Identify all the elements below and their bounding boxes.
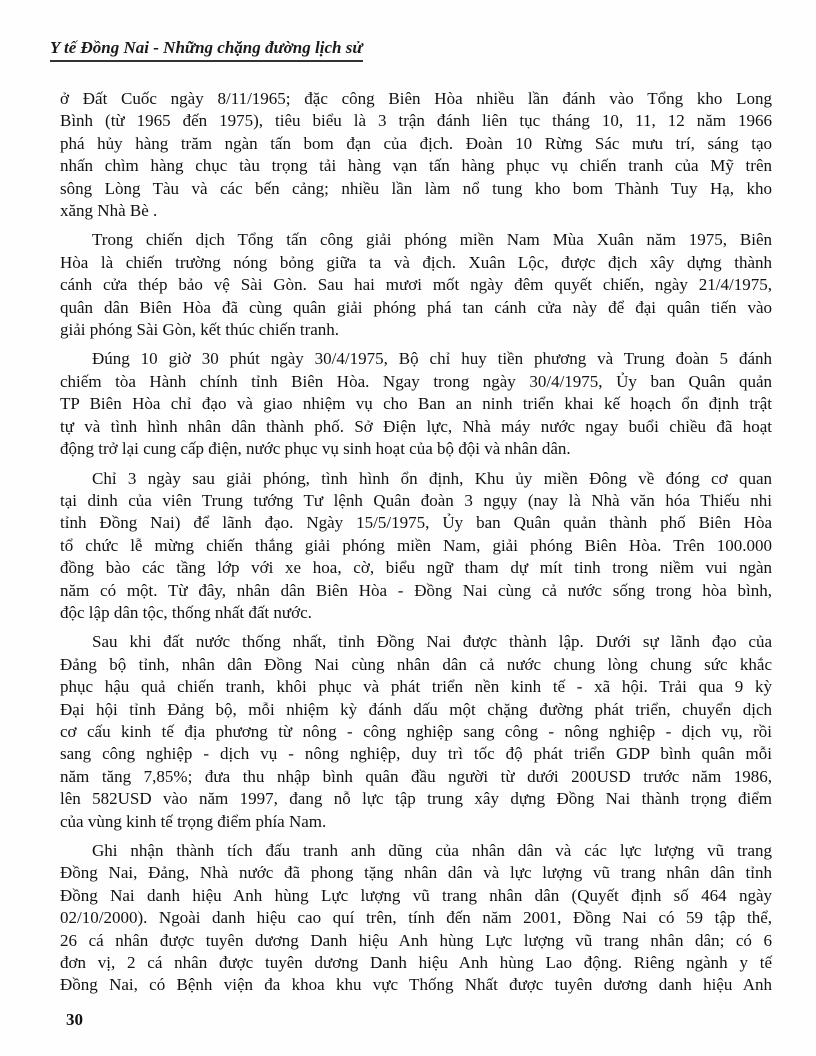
text-line: Ghi nhận thành tích đấu tranh anh dũng của nhân dân và các lực lượng vũ trang bbox=[92, 841, 772, 860]
text-line: chiếm tòa Hành chính tỉnh Biên Hòa. Ngay trong ngày 30/4/1975, Ủy ban Quân quản bbox=[60, 371, 772, 391]
text-line: Đảng bộ tỉnh, nhân dân Đồng Nai cùng nhân dân cả nước chung lòng chung sức khắc bbox=[60, 654, 772, 674]
paragraph-6 bbox=[60, 840, 772, 997]
text-line: động trở lại cung cấp điện, nước phục vụ sinh hoạt của bộ đội và nhân dân. bbox=[60, 439, 571, 459]
text-line: Đúng 10 giờ 30 phút ngày 30/4/1975, Bộ chỉ huy tiền phương và Trung đoàn 5 đánh bbox=[92, 349, 772, 369]
text-line: Bình (từ 1965 đến 1975), tiêu biểu là 3 trận đánh liên tục tháng 10, 11, 12 năm 1966 bbox=[60, 111, 772, 131]
text-line: quân dân Biên Hòa đã cùng quân giải phóng phá tan cánh cửa này để đại quân tiến vào bbox=[60, 297, 772, 317]
text-line: tại dinh của viên Trung tướng Tư lệnh Quân đoàn 3 ngụy (nay là Nhà văn hóa Thiếu nhi bbox=[60, 490, 772, 510]
text-line: Chỉ 3 ngày sau giải phóng, tình hình ổn định, Khu ủy miền Đông về đóng cơ quan bbox=[92, 468, 772, 488]
text-line: Sau khi đất nước thống nhất, tỉnh Đồng Nai được thành lập. Dưới sự lãnh đạo của bbox=[92, 632, 772, 652]
text-line: phục hậu quả chiến tranh, khôi phục và phát triển nền kinh tế - xã hội. Trải qua 9 kỳ bbox=[60, 677, 772, 697]
text-line: Đồng Nai, Đảng, Nhà nước đã phong tặng nhân dân và lực lượng vũ trang nhân dân tỉnh bbox=[60, 863, 772, 883]
text-line: của vùng kinh tế trọng điểm phía Nam. bbox=[60, 811, 327, 831]
text-line: Hòa là chiến trường nóng bỏng giữa ta và địch. Xuân Lộc, được địch xây dựng thành bbox=[60, 252, 772, 272]
text-line: đồng bào các tầng lớp với xe hoa, cờ, biểu ngữ tham dự mít tinh trong niềm vui ngàn bbox=[60, 558, 772, 578]
text-line: tự và tình hình nhân dân thành phố. Sở Điện lực, Nhà máy nước ngay buổi chiều đã hoạt bbox=[60, 416, 772, 436]
text-line: phá hủy hàng trăm ngàn tấn bom đạn của địch. Đoàn 10 Rừng Sác mưu trí, sáng tạo bbox=[60, 133, 772, 153]
text-line: lên 582USD vào năm 1997, đang nỗ lực tập trung xây dựng Đồng Nai thành trọng điểm bbox=[60, 789, 772, 809]
paragraph-1 bbox=[60, 88, 772, 222]
paragraph-4 bbox=[60, 468, 772, 625]
text-line: tỉnh Đồng Nai) để lãnh đạo. Ngày 15/5/1975, Ủy ban Quân quản thành phố Biên Hòa bbox=[60, 513, 772, 533]
text-line: TP Biên Hòa chỉ đạo và giao nhiệm vụ cho Ban an ninh triển khai kế hoạch ổn định trật bbox=[60, 394, 772, 414]
text-line: nhấn chìm hàng chục tàu trọng tải hàng vạn tấn hàng phục vụ chiến tranh của Mỹ trên bbox=[60, 156, 772, 176]
text-line: 26 cá nhân được tuyên dương Danh hiệu Anh hùng Lực lượng vũ trang nhân dân; có 6 bbox=[60, 930, 772, 950]
text-line: năm có một. Từ đây, nhân dân Biên Hòa - Đồng Nai cùng cả nước sống trong hòa bình, bbox=[60, 580, 772, 600]
text-line: xăng Nhà Bè . bbox=[60, 201, 158, 221]
text-line: sông Lòng Tàu và các bến cảng; nhiều lần làm nổ tung kho bom Thành Tuy Hạ, kho bbox=[60, 178, 772, 198]
text-line: Đồng Nai, có Bệnh viện đa khoa khu vực Thống Nhất được tuyên dương danh hiệu Anh bbox=[60, 975, 772, 995]
text-line: giải phóng Sài Gòn, kết thúc chiến tranh. bbox=[60, 320, 340, 340]
text-line: độc lập dân tộc, thống nhất đất nước. bbox=[60, 602, 312, 622]
body-text bbox=[60, 88, 772, 1004]
paragraph-3 bbox=[60, 348, 772, 460]
text-line: tổ chức lễ mừng chiến thắng giải phóng miền Nam, giải phóng Biên Hòa. Trên 100.000 bbox=[60, 535, 772, 555]
page-number: 30 bbox=[66, 1010, 83, 1029]
paragraph-2 bbox=[60, 229, 772, 341]
text-line: 02/10/2000). Ngoài danh hiệu cao quí trên, tính đến năm 2001, Đồng Nai có 59 tập thể, bbox=[60, 908, 772, 928]
paragraph-5 bbox=[60, 631, 772, 833]
text-line: năm tăng 7,85%; đưa thu nhập bình quân đầu người từ dưới 200USD trước năm 1986, bbox=[60, 766, 772, 786]
text-line: sang công nghiệp - dịch vụ - nông nghiệp, duy trì tốc độ phát triển GDP bình quân mỗi bbox=[60, 744, 772, 764]
text-line: Trong chiến dịch Tổng tấn công giải phóng miền Nam Mùa Xuân năm 1975, Biên bbox=[92, 230, 772, 250]
text-line: cơ cấu kinh tế địa phương từ nông - công nghiệp sang công - nông nghiệp - dịch vụ, rồi bbox=[60, 721, 772, 741]
text-line: Đồng Nai danh hiệu Anh hùng Lực lượng vũ trang nhân dân (Quyết định số 464 ngày bbox=[60, 885, 772, 905]
text-line: đơn vị, 2 cá nhân được tuyên dương Danh hiệu Anh hùng Lao động. Riêng ngành y tế bbox=[60, 953, 772, 973]
text-line: cánh cửa thép bảo vệ Sài Gòn. Sau hai mươi mốt ngày đêm quyết chiến, ngày 21/4/1975, bbox=[60, 275, 772, 295]
text-line: Đại hội tỉnh Đảng bộ, mỗi nhiệm kỳ đánh dấu một chặng đường phát triển, chuyển dịch bbox=[60, 699, 772, 719]
running-header: Y tế Đồng Nai - Những chặng đường lịch sử bbox=[50, 38, 363, 62]
text-line: ở Đất Cuốc ngày 8/11/1965; đặc công Biên Hòa nhiều lần đánh vào Tổng kho Long bbox=[60, 89, 772, 108]
